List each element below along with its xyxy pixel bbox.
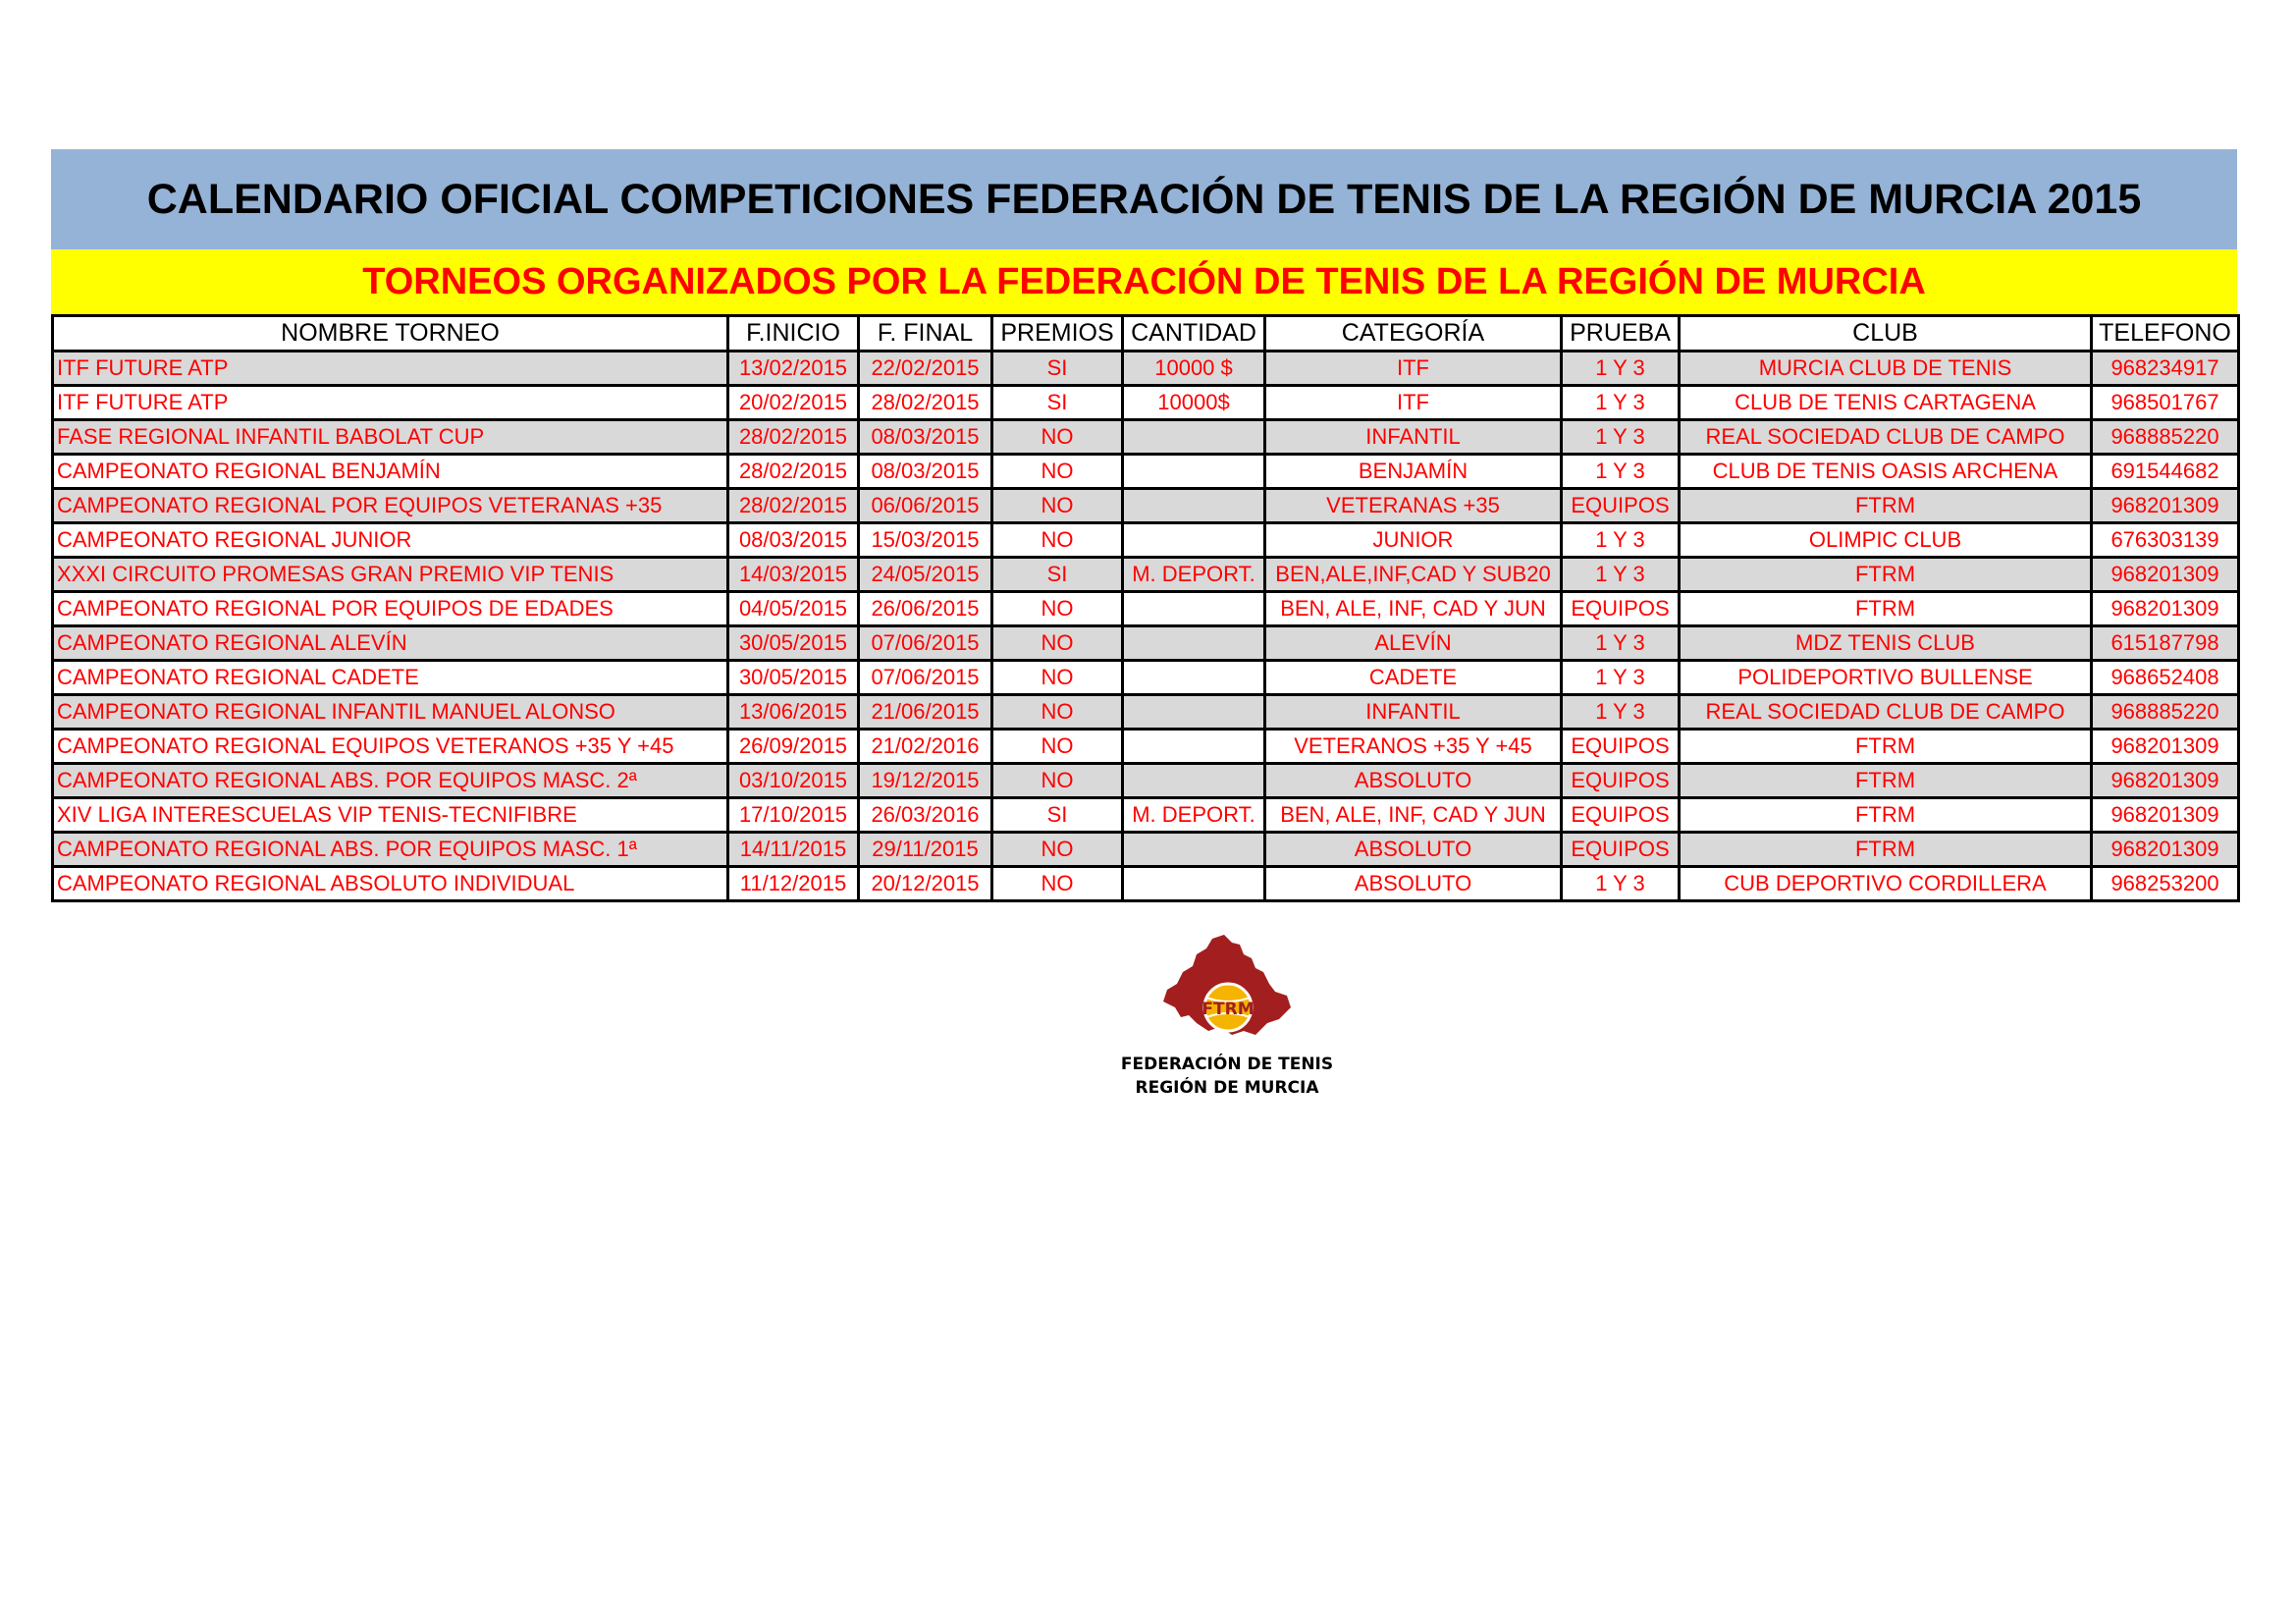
table-cell: XIV LIGA INTERESCUELAS VIP TENIS-TECNIFIBRE: [53, 798, 728, 833]
column-header: TELEFONO: [2092, 316, 2239, 352]
table-cell: 968201309: [2092, 489, 2239, 523]
table-cell: 1 Y 3: [1562, 352, 1680, 386]
table-cell: FTRM: [1680, 764, 2092, 798]
table-row: [53, 558, 2239, 592]
table-cell: 28/02/2015: [728, 489, 859, 523]
column-header: CATEGORÍA: [1265, 316, 1562, 352]
table-cell: NO: [992, 626, 1123, 661]
table-cell: 11/12/2015: [728, 867, 859, 901]
table-cell: FASE REGIONAL INFANTIL BABOLAT CUP: [53, 420, 728, 455]
table-cell: FTRM: [1680, 592, 2092, 626]
table-cell: 15/03/2015: [859, 523, 992, 558]
table-cell: 968201309: [2092, 730, 2239, 764]
table-cell: CAMPEONATO REGIONAL POR EQUIPOS VETERANAS +35: [53, 489, 728, 523]
table-cell: [1123, 455, 1265, 489]
table-cell: ABSOLUTO: [1265, 867, 1562, 901]
table-cell: FTRM: [1680, 558, 2092, 592]
table-cell: FTRM: [1680, 730, 2092, 764]
table-cell: M. DEPORT.: [1123, 798, 1265, 833]
logo-badge-text: FTRM: [1201, 1000, 1255, 1019]
table-cell: JUNIOR: [1265, 523, 1562, 558]
table-cell: NO: [992, 661, 1123, 695]
table-cell: 968234917: [2092, 352, 2239, 386]
table-cell: INFANTIL: [1265, 420, 1562, 455]
table-cell: REAL SOCIEDAD CLUB DE CAMPO: [1680, 420, 2092, 455]
table-cell: FTRM: [1680, 833, 2092, 867]
table-cell: ITF: [1265, 352, 1562, 386]
table-cell: CADETE: [1265, 661, 1562, 695]
table-cell: 691544682: [2092, 455, 2239, 489]
table-cell: NO: [992, 867, 1123, 901]
table-cell: [1123, 833, 1265, 867]
table-cell: 08/03/2015: [859, 420, 992, 455]
table-cell: [1123, 730, 1265, 764]
table-cell: 26/09/2015: [728, 730, 859, 764]
table-cell: CAMPEONATO REGIONAL ABS. POR EQUIPOS MASC. 2ª: [53, 764, 728, 798]
table-cell: ITF FUTURE ATP: [53, 352, 728, 386]
table-cell: NO: [992, 695, 1123, 730]
table-cell: 968201309: [2092, 558, 2239, 592]
table-cell: CAMPEONATO REGIONAL POR EQUIPOS DE EDADES: [53, 592, 728, 626]
table-cell: ABSOLUTO: [1265, 833, 1562, 867]
table-cell: POLIDEPORTIVO BULLENSE: [1680, 661, 2092, 695]
table-cell: 968201309: [2092, 798, 2239, 833]
table-cell: EQUIPOS: [1562, 798, 1680, 833]
table-cell: VETERANOS +35 Y +45: [1265, 730, 1562, 764]
document-page: [51, 149, 2237, 902]
table-cell: CAMPEONATO REGIONAL INFANTIL MANUEL ALONSO: [53, 695, 728, 730]
table-row: [53, 833, 2239, 867]
table-cell: 03/10/2015: [728, 764, 859, 798]
table-cell: 615187798: [2092, 626, 2239, 661]
table-cell: CAMPEONATO REGIONAL CADETE: [53, 661, 728, 695]
table-cell: CAMPEONATO REGIONAL ALEVÍN: [53, 626, 728, 661]
table-cell: 10000$: [1123, 386, 1265, 420]
table-cell: 10000 $: [1123, 352, 1265, 386]
table-cell: FTRM: [1680, 798, 2092, 833]
table-cell: 1 Y 3: [1562, 420, 1680, 455]
table-cell: [1123, 420, 1265, 455]
table-cell: 13/02/2015: [728, 352, 859, 386]
table-row: [53, 626, 2239, 661]
table-cell: EQUIPOS: [1562, 592, 1680, 626]
table-cell: CAMPEONATO REGIONAL JUNIOR: [53, 523, 728, 558]
table-cell: [1123, 592, 1265, 626]
table-cell: FTRM: [1680, 489, 2092, 523]
table-cell: BENJAMÍN: [1265, 455, 1562, 489]
table-row: [53, 867, 2239, 901]
table-cell: EQUIPOS: [1562, 764, 1680, 798]
table-cell: [1123, 626, 1265, 661]
table-cell: 968253200: [2092, 867, 2239, 901]
table-cell: 21/06/2015: [859, 695, 992, 730]
table-cell: 29/11/2015: [859, 833, 992, 867]
table-cell: NO: [992, 833, 1123, 867]
table-cell: SI: [992, 558, 1123, 592]
table-cell: SI: [992, 352, 1123, 386]
table-cell: 04/05/2015: [728, 592, 859, 626]
table-cell: REAL SOCIEDAD CLUB DE CAMPO: [1680, 695, 2092, 730]
table-cell: 968501767: [2092, 386, 2239, 420]
table-cell: CAMPEONATO REGIONAL ABS. POR EQUIPOS MASC. 1ª: [53, 833, 728, 867]
table-cell: [1123, 695, 1265, 730]
table-cell: MURCIA CLUB DE TENIS: [1680, 352, 2092, 386]
column-header: F. FINAL: [859, 316, 992, 352]
table-cell: 968201309: [2092, 592, 2239, 626]
table-cell: 14/03/2015: [728, 558, 859, 592]
table-cell: EQUIPOS: [1562, 833, 1680, 867]
table-cell: CLUB DE TENIS CARTAGENA: [1680, 386, 2092, 420]
table-row: [53, 764, 2239, 798]
table-cell: 28/02/2015: [728, 420, 859, 455]
table-cell: MDZ TENIS CLUB: [1680, 626, 2092, 661]
table-cell: 1 Y 3: [1562, 695, 1680, 730]
table-cell: 28/02/2015: [728, 455, 859, 489]
table-cell: 07/06/2015: [859, 626, 992, 661]
table-cell: BEN, ALE, INF, CAD Y JUN: [1265, 592, 1562, 626]
table-row: [53, 386, 2239, 420]
table-cell: 968885220: [2092, 420, 2239, 455]
table-cell: CAMPEONATO REGIONAL BENJAMÍN: [53, 455, 728, 489]
table-cell: EQUIPOS: [1562, 730, 1680, 764]
logo-line-1: FEDERACIÓN DE TENIS: [1120, 1055, 1334, 1074]
table-row: [53, 798, 2239, 833]
table-cell: 08/03/2015: [859, 455, 992, 489]
table-cell: 06/06/2015: [859, 489, 992, 523]
column-header: NOMBRE TORNEO: [53, 316, 728, 352]
table-body: [53, 352, 2239, 901]
table-header-row: [53, 316, 2239, 352]
table-cell: CAMPEONATO REGIONAL EQUIPOS VETERANOS +35 Y +45: [53, 730, 728, 764]
table-cell: 28/02/2015: [859, 386, 992, 420]
table-cell: 26/06/2015: [859, 592, 992, 626]
table-cell: 1 Y 3: [1562, 386, 1680, 420]
table-cell: 30/05/2015: [728, 661, 859, 695]
table-cell: 1 Y 3: [1562, 558, 1680, 592]
table-cell: 19/12/2015: [859, 764, 992, 798]
table-cell: SI: [992, 798, 1123, 833]
table-cell: [1123, 523, 1265, 558]
table-cell: 968201309: [2092, 764, 2239, 798]
column-header: CLUB: [1680, 316, 2092, 352]
table-row: [53, 352, 2239, 386]
tournament-table: [51, 314, 2240, 902]
table-cell: VETERANAS +35: [1265, 489, 1562, 523]
table-cell: CAMPEONATO REGIONAL ABSOLUTO INDIVIDUAL: [53, 867, 728, 901]
document-title: CALENDARIO OFICIAL COMPETICIONES FEDERACIÓN DE TENIS DE LA REGIÓN DE MURCIA 2015: [51, 149, 2237, 249]
table-cell: NO: [992, 455, 1123, 489]
table-cell: 13/06/2015: [728, 695, 859, 730]
table-row: [53, 730, 2239, 764]
document-subtitle: TORNEOS ORGANIZADOS POR LA FEDERACIÓN DE TENIS DE LA REGIÓN DE MURCIA: [51, 249, 2237, 314]
table-cell: NO: [992, 592, 1123, 626]
table-cell: [1123, 661, 1265, 695]
table-row: [53, 661, 2239, 695]
table-cell: 17/10/2015: [728, 798, 859, 833]
table-cell: 24/05/2015: [859, 558, 992, 592]
table-row: [53, 695, 2239, 730]
table-cell: CUB DEPORTIVO CORDILLERA: [1680, 867, 2092, 901]
table-cell: 20/12/2015: [859, 867, 992, 901]
table-cell: 1 Y 3: [1562, 867, 1680, 901]
column-header: PREMIOS: [992, 316, 1123, 352]
table-cell: [1123, 489, 1265, 523]
table-cell: 968652408: [2092, 661, 2239, 695]
table-cell: 08/03/2015: [728, 523, 859, 558]
table-cell: OLIMPIC CLUB: [1680, 523, 2092, 558]
table-row: [53, 489, 2239, 523]
table-cell: BEN,ALE,INF,CAD Y SUB20: [1265, 558, 1562, 592]
table-cell: 968885220: [2092, 695, 2239, 730]
table-row: [53, 420, 2239, 455]
table-cell: 1 Y 3: [1562, 455, 1680, 489]
table-cell: SI: [992, 386, 1123, 420]
table-cell: 30/05/2015: [728, 626, 859, 661]
table-cell: ABSOLUTO: [1265, 764, 1562, 798]
table-cell: 22/02/2015: [859, 352, 992, 386]
table-cell: BEN, ALE, INF, CAD Y JUN: [1265, 798, 1562, 833]
table-cell: 1 Y 3: [1562, 523, 1680, 558]
column-header: F.INICIO: [728, 316, 859, 352]
table-cell: 14/11/2015: [728, 833, 859, 867]
table-row: [53, 455, 2239, 489]
table-cell: 21/02/2016: [859, 730, 992, 764]
table-cell: XXXI CIRCUITO PROMESAS GRAN PREMIO VIP TENIS: [53, 558, 728, 592]
table-cell: 26/03/2016: [859, 798, 992, 833]
table-cell: CLUB DE TENIS OASIS ARCHENA: [1680, 455, 2092, 489]
table-cell: 1 Y 3: [1562, 626, 1680, 661]
table-cell: 07/06/2015: [859, 661, 992, 695]
ftrm-logo: [1114, 933, 1340, 1098]
table-row: [53, 592, 2239, 626]
logo-line-2: REGIÓN DE MURCIA: [1135, 1078, 1319, 1098]
murcia-region-icon: [1153, 933, 1301, 1051]
table-row: [53, 523, 2239, 558]
table-cell: NO: [992, 420, 1123, 455]
table-cell: 968201309: [2092, 833, 2239, 867]
table-cell: NO: [992, 489, 1123, 523]
table-cell: NO: [992, 764, 1123, 798]
table-cell: M. DEPORT.: [1123, 558, 1265, 592]
table-cell: 20/02/2015: [728, 386, 859, 420]
table-cell: EQUIPOS: [1562, 489, 1680, 523]
table-cell: 676303139: [2092, 523, 2239, 558]
table-cell: NO: [992, 730, 1123, 764]
table-cell: ITF: [1265, 386, 1562, 420]
column-header: CANTIDAD: [1123, 316, 1265, 352]
table-cell: INFANTIL: [1265, 695, 1562, 730]
table-cell: [1123, 764, 1265, 798]
table-cell: ALEVÍN: [1265, 626, 1562, 661]
table-cell: 1 Y 3: [1562, 661, 1680, 695]
column-header: PRUEBA: [1562, 316, 1680, 352]
table-cell: [1123, 867, 1265, 901]
table-cell: NO: [992, 523, 1123, 558]
table-cell: ITF FUTURE ATP: [53, 386, 728, 420]
